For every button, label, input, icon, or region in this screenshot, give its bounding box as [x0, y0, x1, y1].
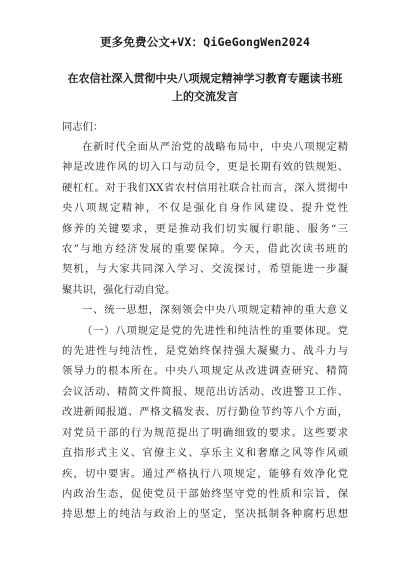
text-line: 央八项规定精神，不仅是强化自身作风建设、提升党性	[62, 202, 348, 215]
text-line: 修养的关键要求，更是推动我们切实履行职能、服务“三	[62, 222, 348, 235]
text-line: 农”与地方经济发展的重要保障。今天，借此次读书班的	[62, 243, 348, 256]
text-line: 领导力的根本所在。中央八项规定从改进调查研究、精简	[62, 365, 348, 378]
body-text	[62, 137, 348, 525]
text-line: 直指形式主义、官僚主义、享乐主义和奢靡之风等作风顽	[62, 447, 348, 460]
text-line: 疾，切中要害。通过严格执行八项规定，能够有效净化党	[62, 467, 348, 480]
text-line: 内政治生态，促使党员干部始终坚守党的性质和宗旨，保	[62, 487, 348, 500]
text-line: 硬杠杠。对于我们XX省农村信用社联合社而言，深入贯彻中	[62, 181, 348, 194]
document-title	[62, 70, 348, 106]
text-line: 在新时代全面从严治党的战略布局中，中央八项规定精	[82, 141, 348, 153]
title-line-1: 在农信社深入贯彻中央八项规定精神学习教育专题读书班	[67, 72, 343, 85]
text-line: 会议活动、精简文件简报、规范出访活动、改进警卫工作、	[62, 385, 348, 398]
text-line: 契机，与大家共同深入学习、交流探讨，希望能进一步凝	[62, 263, 348, 276]
title-line-2: 上的交流发言	[172, 90, 238, 103]
text-line: 对党员干部的行为规范提出了明确细致的要求。这些要求	[62, 426, 348, 439]
text-line: 聚共识，强化行动自觉。	[62, 283, 176, 296]
text-line: 改进新闻报道、严格文稿发表、厉行勤俭节约等八个方面，	[62, 406, 348, 419]
text-line: （一）八项规定是党的先进性和纯洁性的重要体现。党	[82, 324, 348, 337]
text-line: 的先进性与纯洁性，是党始终保持强大凝聚力、战斗力与	[62, 345, 348, 358]
salutation: 同志们：	[62, 121, 104, 133]
text-line: 持思想上的纯洁与政治上的坚定，坚决抵制各种腐朽思想	[62, 508, 348, 521]
text-line: 神是改进作风的切入口与动员令，更是长期有效的铁规矩、	[62, 161, 348, 174]
section-heading: 一、统一思想，深刻领会中央八项规定精神的重大意义	[82, 304, 348, 317]
promo-banner: 更多免费公文+VX：QiGeGongWen2024	[99, 35, 311, 49]
